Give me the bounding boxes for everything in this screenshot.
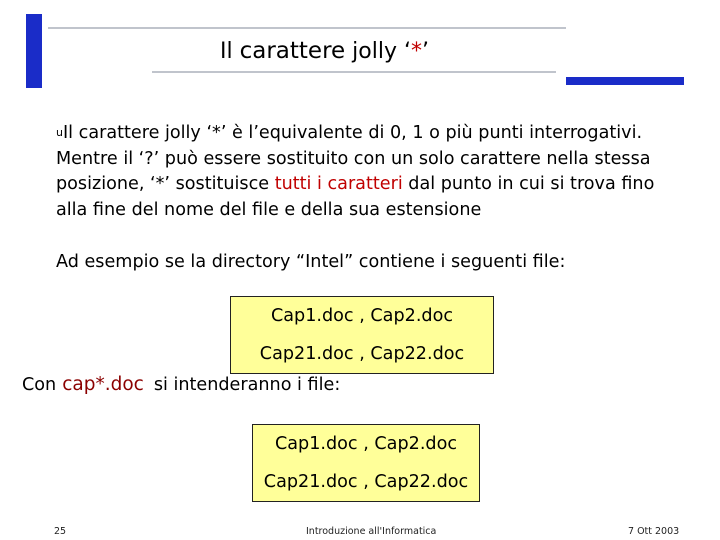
decor-line-mid	[152, 71, 556, 73]
title-mid: carattere	[239, 38, 346, 64]
file-list-box	[230, 296, 494, 374]
footer-date: 7 Ott 2003	[628, 526, 680, 537]
slide-title	[220, 38, 429, 64]
para-text-highlight: tutti i caratteri	[274, 174, 403, 195]
con-post: si intenderanno i file:	[153, 375, 341, 395]
decor-line-top	[48, 27, 566, 29]
title-post: jolly ‘	[345, 39, 411, 64]
title-star: *	[410, 39, 422, 64]
decor-bar-left	[26, 14, 42, 88]
page-number: 25	[54, 526, 67, 537]
file-list-line: Cap1.doc , Cap2.doc	[270, 306, 454, 326]
wildcard-example	[22, 374, 340, 395]
wildcard-command: cap*.doc	[62, 374, 144, 395]
decor-bar-right	[566, 77, 684, 85]
file-list-line: Cap21.doc , Cap22.doc	[259, 344, 465, 364]
title-pre: Il	[220, 39, 240, 64]
para-text-b: dal punto in cui si trova fino alla fine del nome del file e della sua estensione	[56, 174, 655, 220]
result-list-line: Cap21.doc , Cap22.doc	[263, 472, 469, 492]
result-list-line: Cap1.doc , Cap2.doc	[274, 434, 458, 454]
course-name: Introduzione all'Informatica	[306, 526, 437, 537]
bullet-icon: u	[56, 126, 63, 139]
example-text: Ad esempio se la directory “Intel” contiene i seguenti file:	[56, 252, 566, 272]
para-text-a: Il carattere jolly ‘*’ è l’equivalente di 0, 1 o più punti interrogativi. Mentre il ‘?’ può essere sostituito con un solo carattere nella stessa posizione, ‘*’ sostituisce	[56, 123, 651, 195]
bullet-paragraph	[56, 120, 656, 223]
con-pre: Con	[22, 375, 57, 395]
result-list-box	[252, 424, 480, 502]
title-end: ’	[421, 39, 429, 64]
